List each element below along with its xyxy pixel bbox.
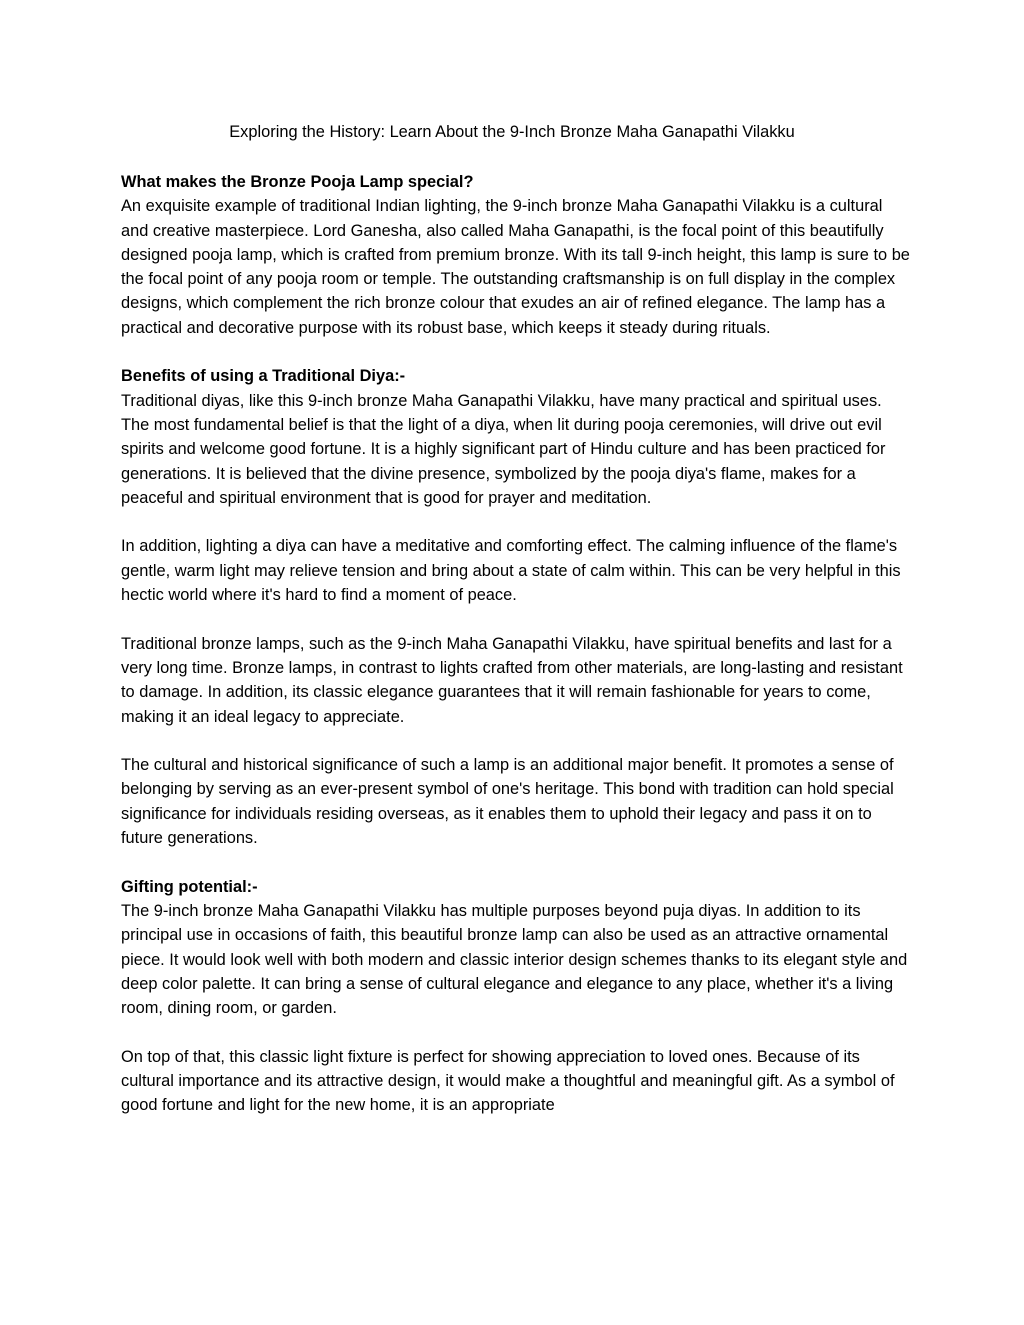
section-gifting-potential	[121, 875, 911, 1118]
section-heading: Gifting potential:-	[121, 877, 258, 896]
section-benefits-traditional-diya	[121, 364, 911, 850]
paragraph: In addition, lighting a diya can have a meditative and comforting effect. The calming influence of the flame's gentle, warm light may relieve tension and bring about a state of calm within. This can be very helpful in this hectic world where it's hard to find a moment of peace.	[121, 537, 901, 605]
document-body	[121, 170, 911, 1118]
paragraph: Traditional diyas, like this 9-inch bronze Maha Ganapathi Vilakku, have many practical and spiritual uses. The most fundamental belief is that the light of a diya, when lit during pooja ceremonies, will drive out evil spirits and welcome good fortune. It is a highly significant part of Hindu culture and has been practiced for generations. It is believed that the divine presence, symbolized by the pooja diya's flame, makes for a peaceful and spiritual environment that is good for prayer and meditation.	[121, 391, 886, 507]
paragraph: The cultural and historical significance of such a lamp is an additional major benefit. It promotes a sense of belonging by serving as an ever-present symbol of one's heritage. This bond with tradition can hold special significance for individuals residing overseas, as it enables them to uphold their legacy and pass it on to future generations.	[121, 756, 894, 848]
section-heading: What makes the Bronze Pooja Lamp special?	[121, 173, 474, 191]
section-bronze-lamp-special	[121, 170, 911, 340]
document-title: Exploring the History: Learn About the 9-Inch Bronze Maha Ganapathi Vilakku	[229, 123, 795, 141]
paragraph: Traditional bronze lamps, such as the 9-inch Maha Ganapathi Vilakku, have spiritual benefits and last for a very long time. Bronze lamps, in contrast to lights crafted from other materials, are long-lasting and resistant to damage. In addition, its classic elegance guarantees that it will remain fashionable for years to come, making it an ideal legacy to appreciate.	[121, 634, 903, 726]
section-heading: Benefits of using a Traditional Diya:-	[121, 367, 406, 386]
paragraph: The 9-inch bronze Maha Ganapathi Vilakku has multiple purposes beyond puja diyas. In addition to its principal use in occasions of faith, this beautiful bronze lamp can also be used as an attractive ornamental piece. It would look well with both modern and classic interior design schemes thanks to its elegant style and deep color palette. It can bring a sense of cultural elegance and elegance to any place, whether it's a living room, dining room, or garden.	[121, 901, 908, 1018]
paragraph: On top of that, this classic light fixture is perfect for showing appreciation to loved ones. Because of its cultural importance and its attractive design, it would make a thoughtful and meaningful gift. As a symbol of good fortune and light for the new home, it is an appropriate	[121, 1047, 895, 1115]
paragraph: An exquisite example of traditional Indian lighting, the 9-inch bronze Maha Ganapathi Vilakku is a cultural and creative masterpiece. Lord Ganesha, also called Maha Ganapathi, is the focal point of this beautifully designed pooja lamp, which is crafted from premium bronze. With its tall 9-inch height, this lamp is sure to be the focal point of any pooja room or temple. The outstanding craftsmanship is on full display in the complex designs, which complement the rich bronze colour that exudes an air of refined elegance. The lamp has a practical and decorative purpose with its robust base, which keeps it steady during rituals.	[121, 197, 910, 337]
